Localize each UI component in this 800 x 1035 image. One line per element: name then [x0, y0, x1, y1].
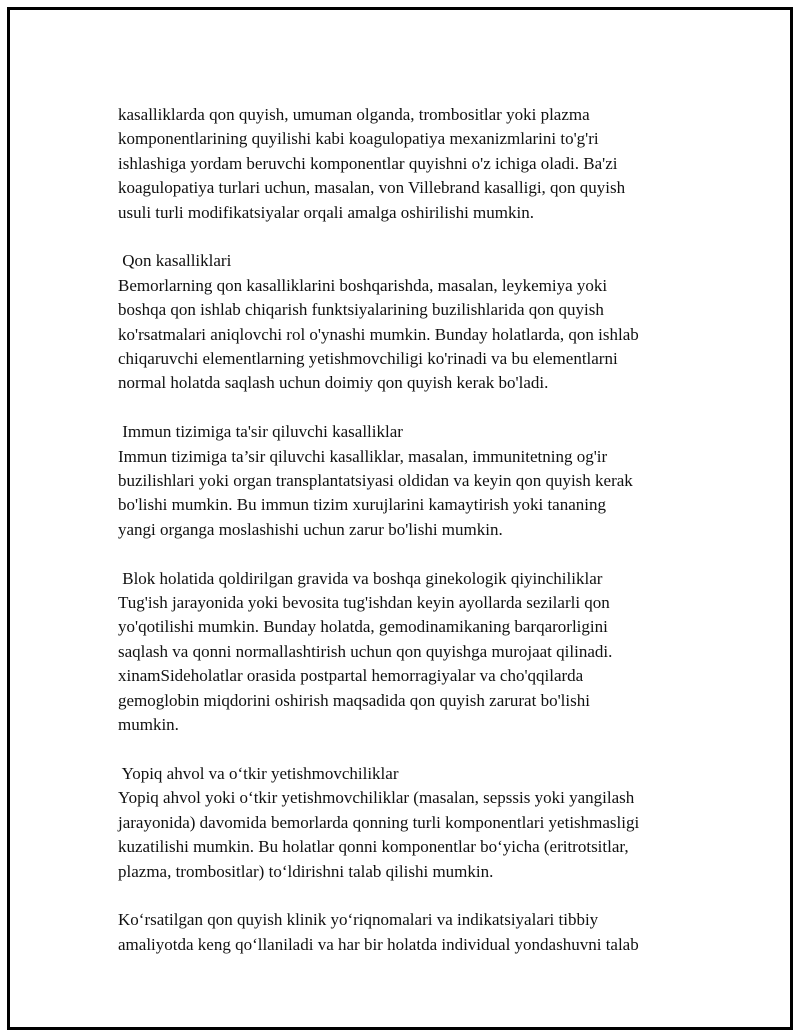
- paragraph-line: buzilishlari yoki organ transplantatsiyasi oldidan va keyin qon quyish kerak: [118, 471, 633, 491]
- section-yopiq-ahvol: [118, 762, 698, 884]
- section-immun-tizimi: [118, 420, 698, 542]
- section-heading: Yopiq ahvol va o‘tkir yetishmovchiliklar: [118, 763, 399, 783]
- paragraph-line: gemoglobin miqdorini oshirish maqsadida qon quyish zarurat bo'lishi: [118, 690, 590, 710]
- page-frame: [7, 7, 793, 1030]
- paragraph-line: boshqa qon ishlab chiqarish funktsiyalarining buzilishlarida qon quyish: [118, 300, 604, 320]
- paragraph-line: jarayonida) davomida bemorlarda qonning turli komponentlari yetishmasligi: [118, 812, 640, 832]
- section-intro: [118, 103, 698, 225]
- paragraph-line: komponentlarining quyilishi kabi koagulopatiya mexanizmlarini to'g'ri: [118, 129, 599, 149]
- document-body: [118, 103, 698, 982]
- paragraph-line: normal holatda saqlash uchun doimiy qon quyish kerak bo'ladi.: [118, 373, 549, 393]
- section-heading: Immun tizimiga ta'sir qiluvchi kasalliklar: [118, 422, 403, 442]
- paragraph-line: koagulopatiya turlari uchun, masalan, von Villebrand kasalligi, qon quyish: [118, 178, 626, 198]
- paragraph-line: ko'rsatmalari aniqlovchi rol o'ynashi mumkin. Bunday holatlarda, qon ishlab: [118, 324, 639, 344]
- paragraph-line: saqlash va qonni normallashtirish uchun qon quyishga murojaat qilinadi.: [118, 641, 613, 661]
- paragraph-line: amaliyotda keng qo‘llaniladi va har bir holatda individual yondashuvni talab: [118, 934, 639, 954]
- section-blok-holatida: [118, 567, 698, 738]
- paragraph-line: xinamSideholatlar orasida postpartal hemorragiyalar va cho'qqilarda: [118, 666, 584, 686]
- paragraph-line: kasalliklarda qon quyish, umuman olganda, trombositlar yoki plazma: [118, 105, 590, 124]
- paragraph-line: kuzatilishi mumkin. Bu holatlar qonni komponentlar bo‘yicha (eritrotsitlar,: [118, 837, 629, 857]
- paragraph-line: mumkin.: [118, 715, 179, 735]
- paragraph-line: chiqaruvchi elementlarning yetishmovchiligi ko'rinadi va bu elementlarni: [118, 349, 618, 369]
- paragraph-line: ishlashiga yordam beruvchi komponentlar quyishni o'z ichiga oladi. Ba'zi: [118, 153, 618, 173]
- section-heading: Qon kasalliklari: [118, 251, 232, 271]
- paragraph-line: plazma, trombositlar) to‘ldirishni talab qilishi mumkin.: [118, 861, 494, 881]
- paragraph-line: Bemorlarning qon kasalliklarini boshqarishda, masalan, leykemiya yoki: [118, 275, 608, 295]
- paragraph-line: yo'qotilishi mumkin. Bunday holatda, gemodinamikaning barqarorligini: [118, 617, 608, 637]
- section-qon-kasalliklari: [118, 249, 698, 395]
- paragraph-line: Tug'ish jarayonida yoki bevosita tug'ishdan keyin ayollarda sezilarli qon: [118, 593, 610, 613]
- paragraph-line: bo'lishi mumkin. Bu immun tizim xurujlarini kamaytirish yoki tananing: [118, 495, 606, 515]
- section-conclusion: [118, 908, 698, 957]
- paragraph-line: yangi organga moslashishi uchun zarur bo'lishi mumkin.: [118, 519, 503, 539]
- paragraph-line: Ko‘rsatilgan qon quyish klinik yo‘riqnomalari va indikatsiyalari tibbiy: [118, 910, 599, 930]
- paragraph-line: Yopiq ahvol yoki o‘tkir yetishmovchiliklar (masalan, sepssis yoki yangilash: [118, 788, 635, 808]
- paragraph-line: usuli turli modifikatsiyalar orqali amalga oshirilishi mumkin.: [118, 202, 534, 222]
- section-heading: Blok holatida qoldirilgan gravida va boshqa ginekologik qiyinchiliklar: [118, 568, 603, 588]
- paragraph-line: Immun tizimiga ta’sir qiluvchi kasalliklar, masalan, immunitetning og'ir: [118, 446, 608, 466]
